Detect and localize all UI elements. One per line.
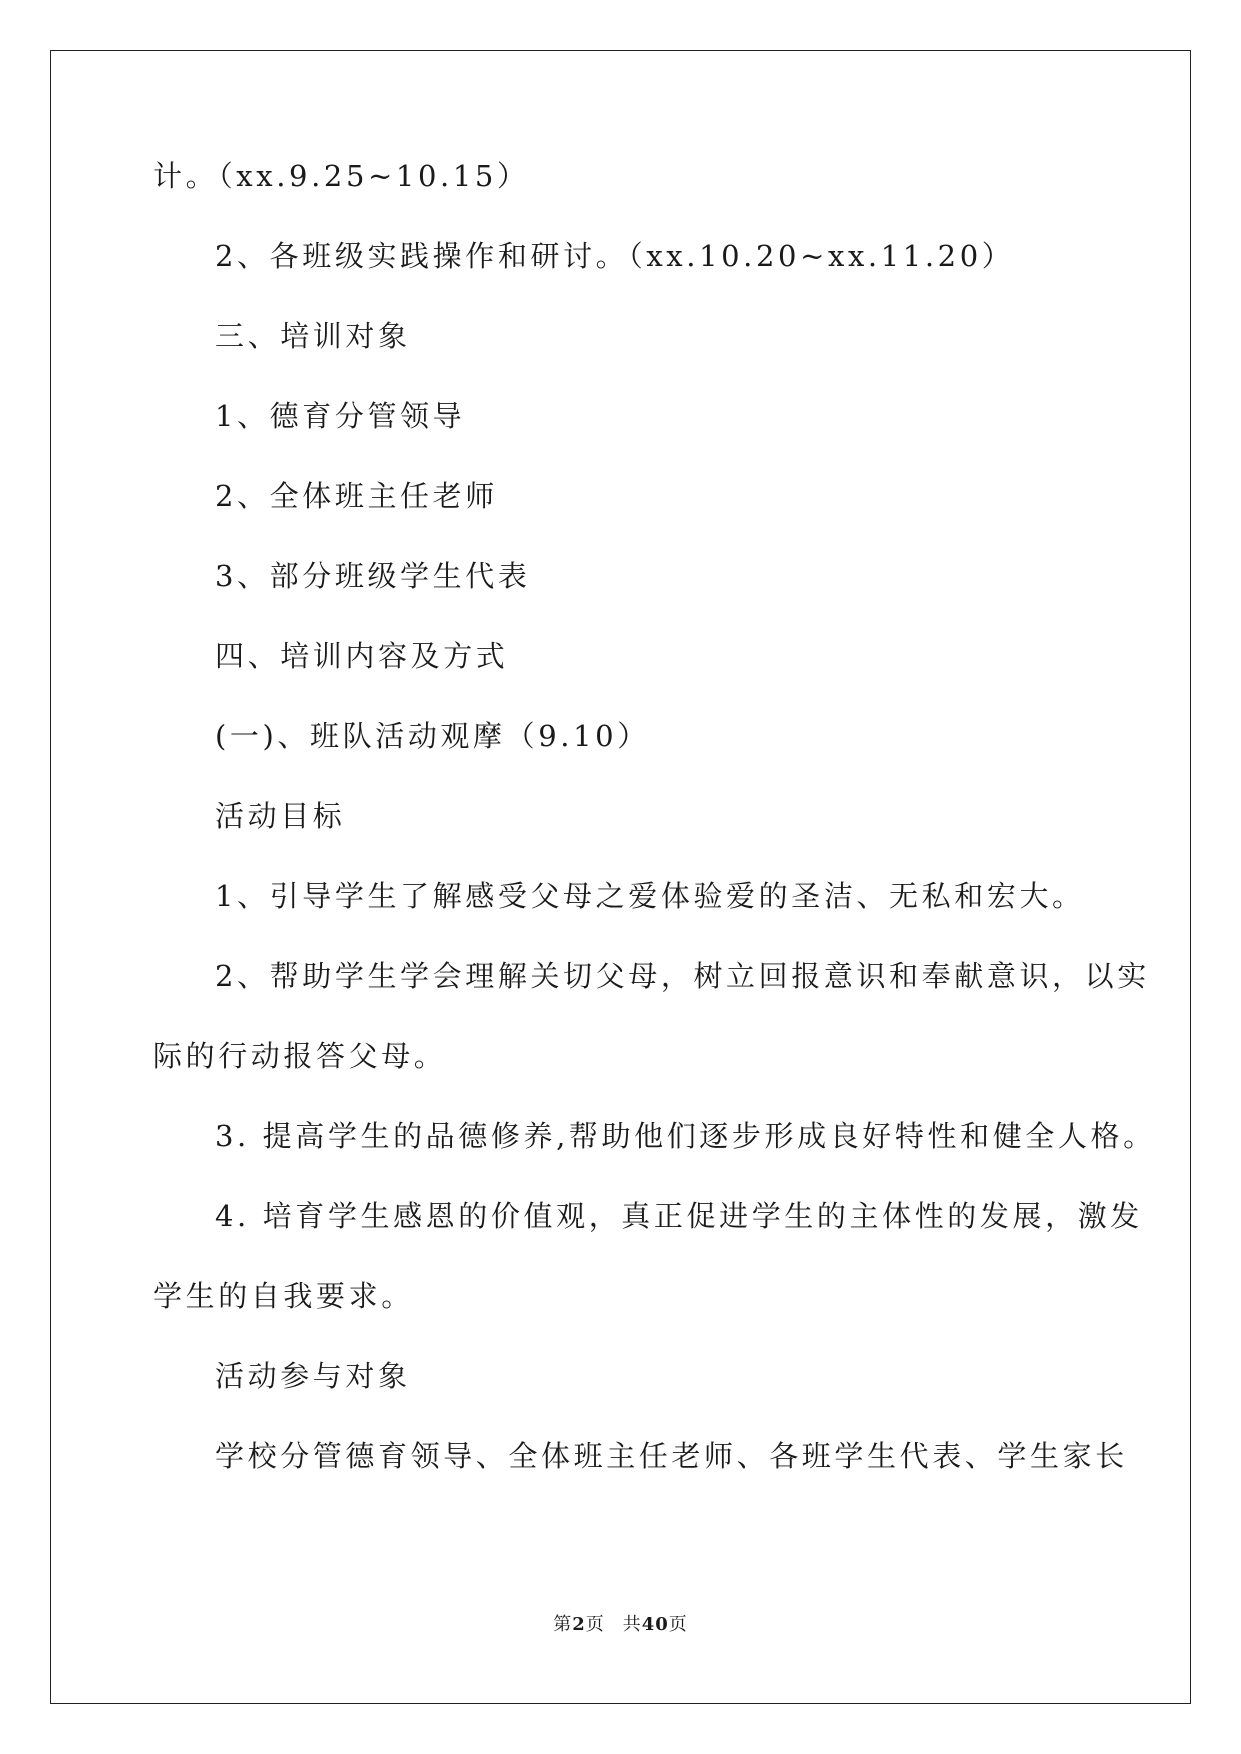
heading-activity-goals: 活动目标 xyxy=(215,799,346,833)
text-line-2: 2、各班级实践操作和研讨。（xx.10.20~xx.11.20） xyxy=(215,239,1015,273)
footer-total-prefix: 共 xyxy=(622,1614,642,1635)
heading-activity-participants: 活动参与对象 xyxy=(215,1359,411,1393)
footer-total-suffix: 页 xyxy=(668,1614,688,1635)
text-line-17: 学校分管德育领导、全体班主任老师、各班学生代表、学生家长 xyxy=(215,1439,1128,1473)
page-footer xyxy=(0,1613,1241,1637)
footer-page-suffix: 页 xyxy=(585,1614,605,1635)
text-line-13: 3. 提高学生的品德修养,帮助他们逐步形成良好特性和健全人格。 xyxy=(215,1119,1156,1153)
text-line-15: 学生的自我要求。 xyxy=(153,1279,414,1313)
text-line-11: 2、帮助学生学会理解关切父母，树立回报意识和奉献意识，以实 xyxy=(215,959,1150,993)
text-line-6: 3、部分班级学生代表 xyxy=(215,559,531,593)
text-line-1: 计。（xx.9.25~10.15） xyxy=(153,159,530,193)
text-line-4: 1、德育分管领导 xyxy=(215,399,466,433)
text-line-12: 际的行动报答父母。 xyxy=(153,1039,447,1073)
footer-prefix: 第 xyxy=(553,1614,573,1635)
text-line-10: 1、引导学生了解感受父母之爱体验爱的圣洁、无私和宏大。 xyxy=(215,879,1085,913)
subsection-heading-class-activity: (一)、班队活动观摩（9.10） xyxy=(215,719,650,753)
section-heading-training-content: 四、培训内容及方式 xyxy=(215,639,509,673)
section-heading-training-targets: 三、培训对象 xyxy=(215,319,411,353)
footer-total-pages: 40 xyxy=(641,1614,669,1635)
text-line-14: 4. 培育学生感恩的价值观，真正促进学生的主体性的发展，激发 xyxy=(215,1199,1143,1233)
footer-current-page: 2 xyxy=(572,1614,586,1635)
text-line-5: 2、全体班主任老师 xyxy=(215,479,498,513)
